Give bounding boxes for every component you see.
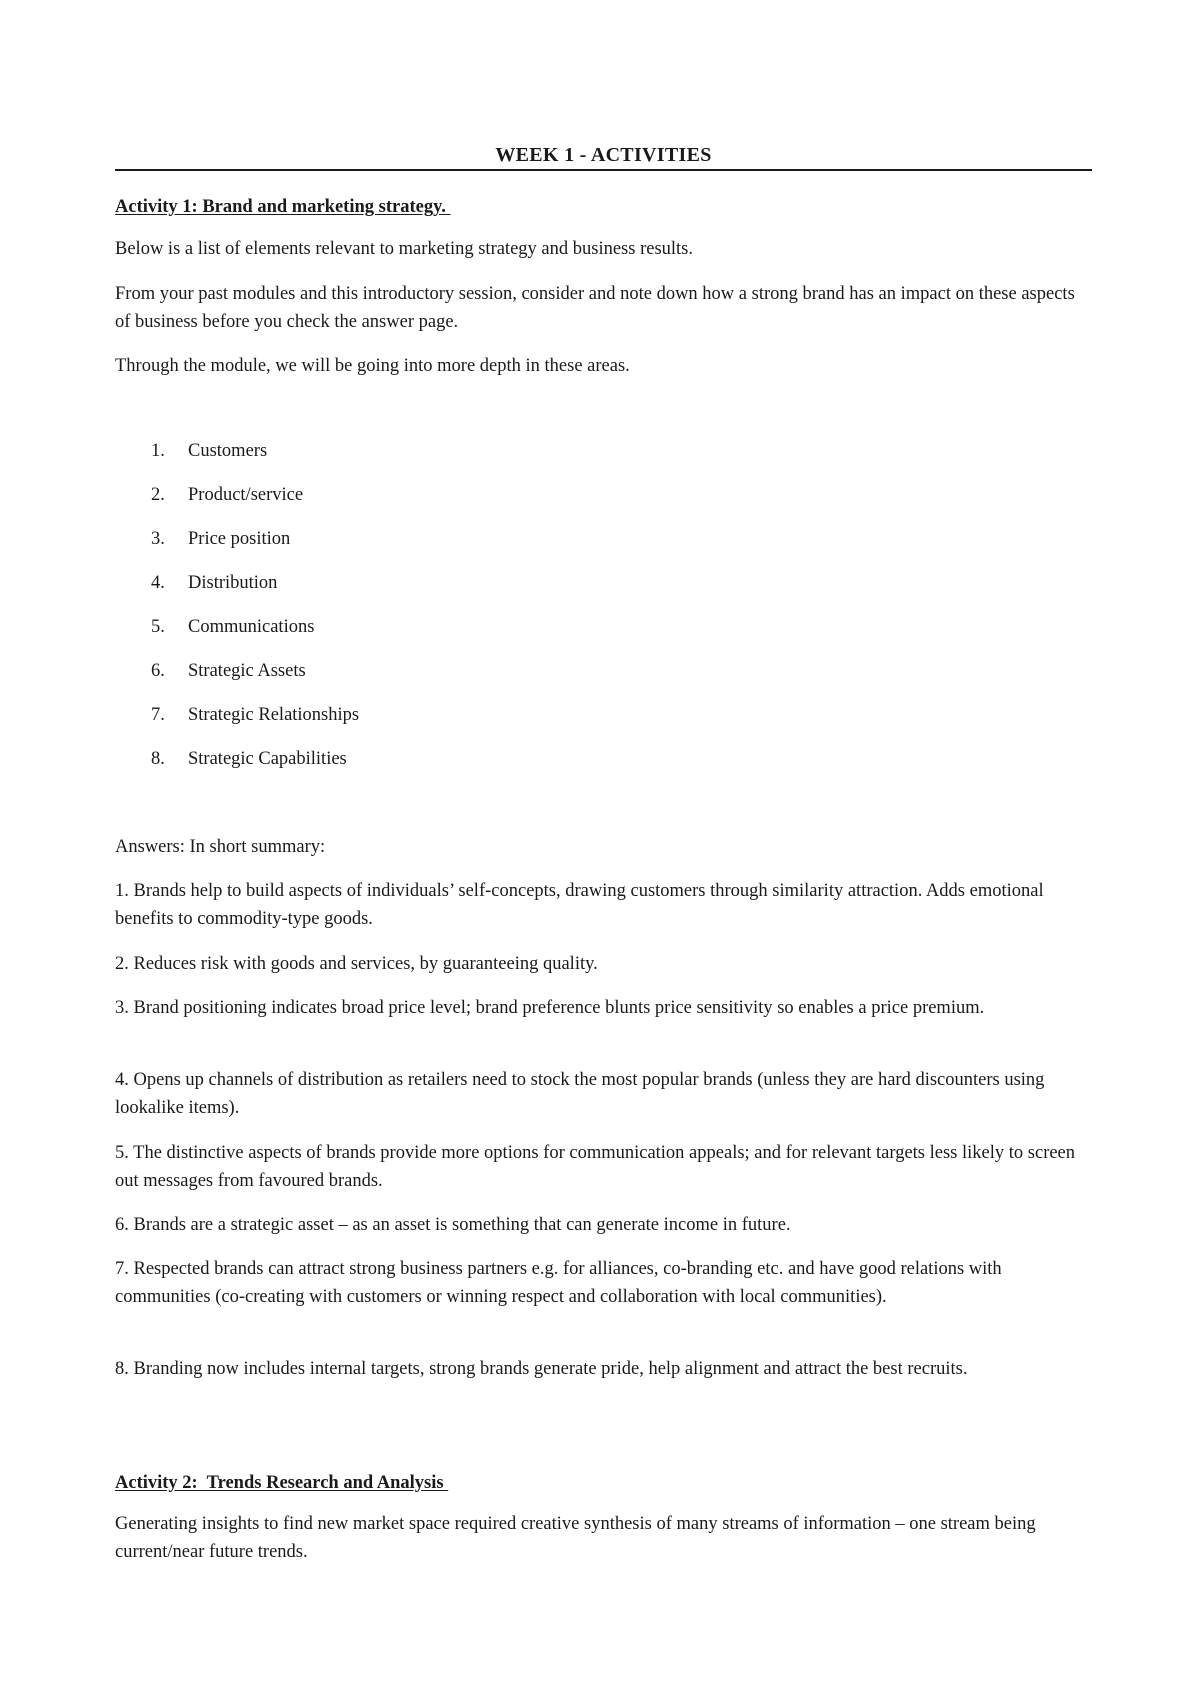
list-item-label: Distribution — [188, 573, 278, 593]
answer-2: 2. Reduces risk with goods and services, by guaranteeing quality. — [115, 954, 598, 974]
answer-6: 6. Brands are a strategic asset – as an asset is something that can generate income in future. — [115, 1215, 791, 1235]
activity-1-heading: Activity 1: Brand and marketing strategy. — [115, 197, 451, 217]
list-item-number: 6. — [151, 661, 165, 681]
answers-heading: Answers: In short summary: — [115, 837, 326, 857]
list-item-label: Strategic Assets — [188, 661, 306, 681]
activity-1-intro-3: Through the module, we will be going into more depth in these areas. — [115, 356, 630, 376]
activity-2-heading: Activity 2: Trends Research and Analysis — [115, 1473, 449, 1493]
list-item-label: Strategic Relationships — [188, 705, 360, 725]
answer-5: 5. The distinctive aspects of brands provide more options for communication appeals; and for relevant targets less likely to screen out messages from favoured brands. — [115, 1143, 1076, 1191]
list-item — [151, 481, 359, 525]
activity-1-intro-1: Below is a list of elements relevant to marketing strategy and business results. — [115, 239, 693, 259]
list-item-label: Customers — [188, 441, 268, 461]
answer-3: 3. Brand positioning indicates broad price level; brand preference blunts price sensitivity so enables a price premium. — [115, 998, 985, 1018]
list-item-number: 2. — [151, 485, 165, 505]
activity-2-intro: Generating insights to find new market space required creative synthesis of many streams of information – one stream being current/near future trends. — [115, 1514, 1036, 1562]
list-item-number: 4. — [151, 573, 165, 593]
list-item — [151, 745, 359, 789]
list-item — [151, 437, 359, 481]
list-item-number: 5. — [151, 617, 165, 637]
list-item-label: Product/service — [188, 485, 304, 505]
list-item — [151, 569, 359, 613]
answer-8: 8. Branding now includes internal targets, strong brands generate pride, help alignment and attract the best recruits. — [115, 1359, 968, 1379]
marketing-elements-list — [151, 437, 359, 789]
title-underline-rule — [115, 169, 1092, 171]
list-item-label: Communications — [188, 617, 315, 637]
answer-1: 1. Brands help to build aspects of individuals’ self-concepts, drawing customers through similarity attraction. Adds emotional benefits to commodity-type goods. — [115, 881, 1044, 929]
answer-4: 4. Opens up channels of distribution as retailers need to stock the most popular brands (unless they are hard discounters using lookalike items). — [115, 1070, 1045, 1118]
list-item — [151, 525, 359, 569]
list-item-label: Strategic Capabilities — [188, 749, 347, 769]
list-item-number: 3. — [151, 529, 165, 549]
list-item — [151, 657, 359, 701]
list-item — [151, 701, 359, 745]
list-item-number: 8. — [151, 749, 165, 769]
list-item — [151, 613, 359, 657]
document-title: WEEK 1 - ACTIVITIES — [495, 144, 712, 166]
list-item-number: 7. — [151, 705, 165, 725]
list-item-label: Price position — [188, 529, 291, 549]
list-item-number: 1. — [151, 441, 165, 461]
answer-7: 7. Respected brands can attract strong business partners e.g. for alliances, co-branding etc. and have good relations with communities (co-creating with customers or winning respect and collaboration with local communities). — [115, 1259, 1002, 1307]
activity-1-intro-2: From your past modules and this introductory session, consider and note down how a strong brand has an impact on these aspects of business before you check the answer page. — [115, 284, 1075, 332]
